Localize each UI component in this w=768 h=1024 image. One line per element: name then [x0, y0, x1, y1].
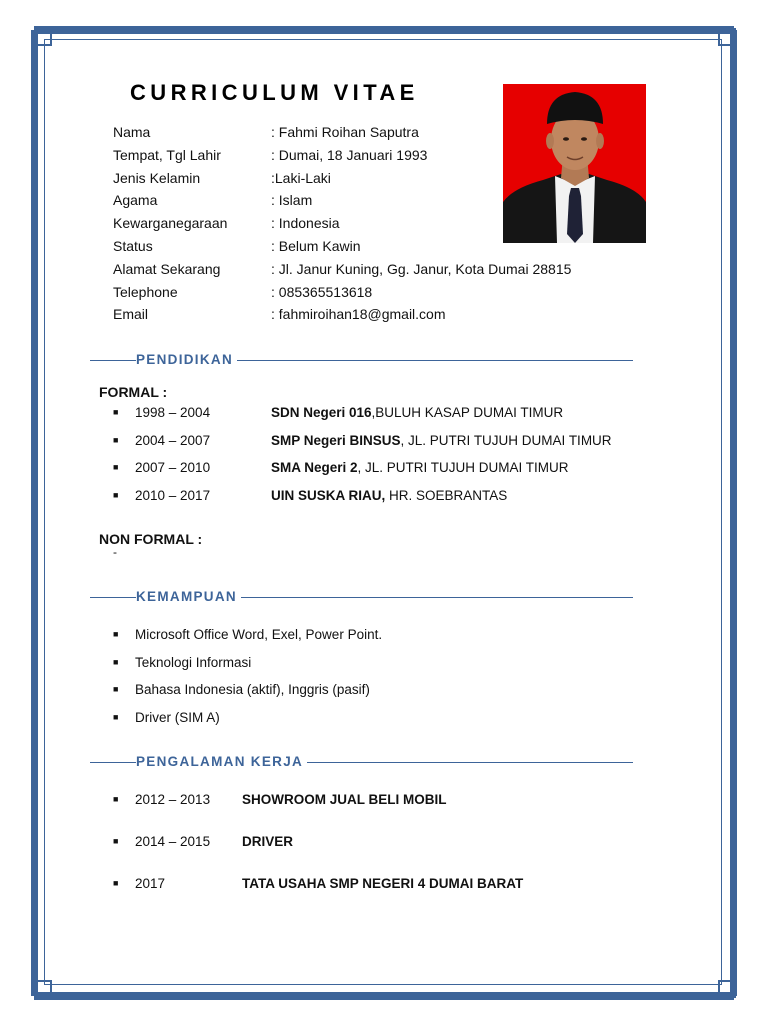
border-corner: [34, 980, 52, 998]
education-years: 2004 – 2007: [135, 433, 211, 448]
school-name: SDN Negeri 016: [271, 405, 372, 420]
work-years: 2012 – 2013: [135, 792, 211, 807]
school-name: SMA Negeri 2: [271, 460, 358, 475]
education-years: 1998 – 2004: [135, 405, 211, 420]
non-formal-placeholder: -: [113, 545, 117, 559]
section-header-kemampuan: [90, 588, 633, 606]
work-position: SHOWROOM JUAL BELI MOBIL: [242, 792, 447, 807]
education-years: 2007 – 2010: [135, 460, 211, 475]
work-position: TATA USAHA SMP NEGERI 4 DUMAI BARAT: [242, 876, 524, 891]
school-address: ,BULUH KASAP DUMAI TIMUR: [371, 405, 564, 420]
info-label: Alamat Sekarang: [113, 260, 221, 277]
education-entry: [271, 459, 569, 476]
page-border-bottom: [34, 992, 734, 1000]
formal-label: FORMAL :: [99, 384, 168, 400]
bullet-icon: ■: [113, 684, 119, 694]
school-address: HR. SOEBRANTAS: [385, 488, 508, 503]
education-entry: [271, 404, 563, 421]
skill-text: Microsoft Office Word, Exel, Power Point.: [135, 627, 383, 642]
bullet-icon: ■: [113, 462, 119, 472]
info-value: : Islam: [271, 192, 313, 209]
education-years: 2010 – 2017: [135, 488, 211, 503]
section-header-pengalaman-kerja: [90, 753, 633, 771]
info-label: Nama: [113, 124, 151, 140]
bullet-icon: ■: [113, 629, 119, 639]
border-corner: [718, 980, 736, 998]
skill-text: Bahasa Indonesia (aktif), Inggris (pasif): [135, 682, 370, 697]
info-label: Email: [113, 306, 149, 323]
info-value: : Indonesia: [271, 215, 340, 232]
bullet-icon: ■: [113, 712, 119, 722]
school-address: , JL. PUTRI TUJUH DUMAI TIMUR: [400, 433, 612, 448]
work-years: 2017: [135, 876, 166, 891]
section-title: KEMAMPUAN: [136, 588, 241, 606]
skill-text: Teknologi Informasi: [135, 655, 252, 670]
non-formal-label: NON FORMAL :: [99, 531, 203, 547]
section-title: PENGALAMAN KERJA: [136, 753, 307, 771]
info-value: : 085365513618: [271, 283, 373, 300]
school-name: SMP Negeri BINSUS: [271, 433, 401, 448]
skill-text: Driver (SIM A): [135, 710, 220, 725]
bullet-icon: ■: [113, 657, 119, 667]
bullet-icon: ■: [113, 435, 119, 445]
info-label: Kewarganegaraan: [113, 215, 228, 232]
info-value: :Laki-Laki: [271, 169, 331, 186]
education-entry: [271, 432, 612, 449]
work-position: DRIVER: [242, 834, 294, 849]
bullet-icon: ■: [113, 878, 119, 888]
document-title: CURRICULUM VITAE: [130, 80, 419, 105]
section-header-pendidikan: [90, 351, 633, 369]
bullet-icon: ■: [113, 407, 119, 417]
info-label: Status: [113, 237, 153, 254]
page-border-right: [730, 30, 737, 996]
bullet-icon: ■: [113, 490, 119, 500]
bullet-icon: ■: [113, 836, 119, 846]
info-label: Tempat, Tgl Lahir: [113, 146, 221, 163]
school-name: UIN SUSKA RIAU,: [271, 488, 386, 503]
work-years: 2014 – 2015: [135, 834, 211, 849]
border-corner: [718, 28, 736, 46]
page-border-top: [34, 26, 734, 34]
info-label: Telephone: [113, 283, 178, 300]
school-address: , JL. PUTRI TUJUH DUMAI TIMUR: [357, 460, 569, 475]
info-label: Jenis Kelamin: [113, 169, 201, 186]
info-value: : Fahmi Roihan Saputra: [271, 124, 419, 140]
info-value: : Dumai, 18 Januari 1993: [271, 146, 428, 163]
info-value: : Belum Kawin: [271, 237, 361, 254]
page-border-left: [31, 30, 38, 996]
border-corner: [34, 28, 52, 46]
info-value: : fahmiroihan18@gmail.com: [271, 306, 446, 323]
education-entry: [271, 487, 507, 504]
profile-photo: [503, 84, 646, 243]
info-value: : Jl. Janur Kuning, Gg. Janur, Kota Dumai 28815: [271, 260, 572, 277]
bullet-icon: ■: [113, 794, 119, 804]
section-title: PENDIDIKAN: [136, 351, 237, 369]
info-label: Agama: [113, 192, 158, 209]
